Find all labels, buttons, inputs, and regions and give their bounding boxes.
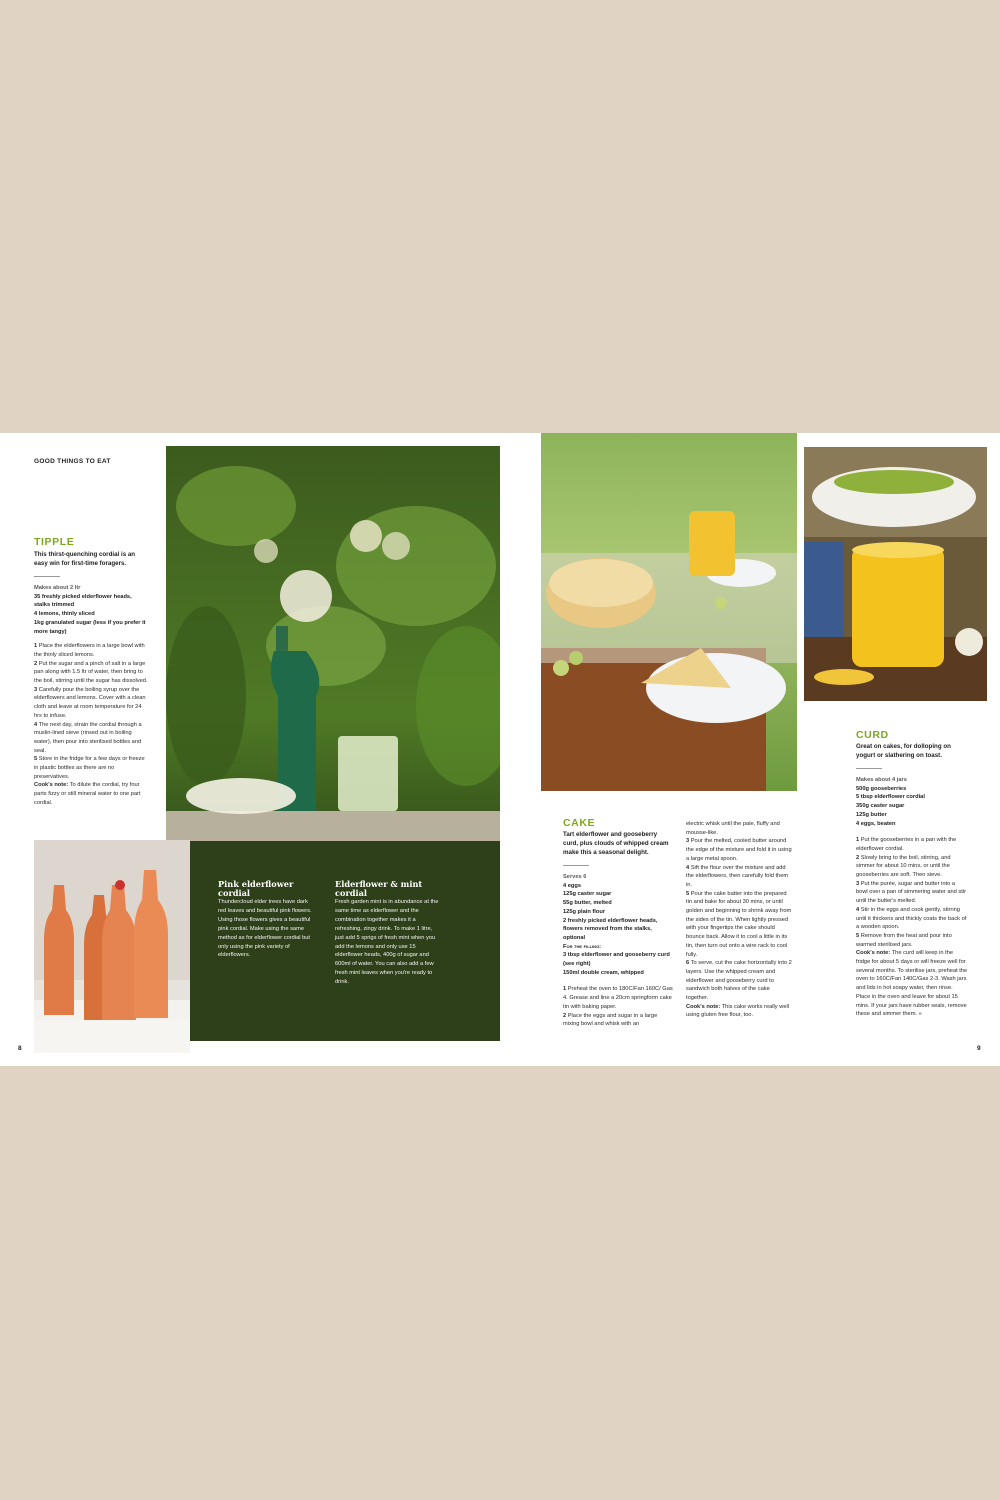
method-step [856,836,968,853]
step-text: Stir in the eggs and cook gently, stirring until it thickens and thickly coats the back of a wooden spoon. [856,906,967,931]
curd-column [856,729,968,1019]
cake-title: CAKE [563,817,596,829]
curd-title: CURD [856,729,889,741]
cake-filling-list [563,951,673,977]
tipple-yield: Makes about 2 ltr [34,585,81,591]
step-number: 4 [856,906,860,913]
cake-step-2-continued: electric whisk until the pale, fluffy and mousse-like. [686,821,780,836]
method-step [34,660,149,686]
step-text: Store in the fridge for a few days or freeze in plastic bottles as there are no preservatives. [34,756,145,780]
ingredient-item: 4 lemons, thinly sliced [34,611,95,618]
ingredient-item: 3 tbsp elderflower and gooseberry curd (see right) [563,952,670,968]
step-text: Carefully pour the boiling syrup over the elderflowers and lemons. Cover with a clean cloth and leave at room temperature for 24 hrs to infuse. [34,686,146,719]
step-text: Sift the flour over the mixture and add the elderflowers, then carefully fold them in. [686,864,789,888]
method-step [686,959,793,1003]
curd-cooks-note: The curd will keep in the fridge for about 5 days or will freeze well for several months. To sterilise jars, preheat the oven to 160C/Fan 140C/Gas 2-3. Wash jars and lids in hot soapy water, then rinse. Place in the oven and leave for about 15 mins. If your jars have rubber seals, remove these and simmer them. [856,950,968,1018]
ingredient-item: 350g caster sugar [856,803,905,810]
tipple-cooks-note: To dilute the cordial, try four parts fizzy or still mineral water to one part cordial. [34,782,141,806]
step-number: 1 [563,986,567,993]
cake-intro: Tart elderflower and gooseberry curd, plus clouds of whipped cream make this a seasonal delight. [563,831,669,856]
method-step [686,864,793,890]
step-text: To serve, cut the cake horizontally into 2 layers. Use the whipped cream and elderflower and gooseberry curd to sandwich both halves of the cake together. [686,960,792,1002]
step-number: 3 [686,838,690,845]
step-number: 5 [856,932,860,939]
ingredient-item: 4 eggs [563,882,582,889]
step-text: Pour the melted, cooled butter around the edge of the mixture and fold it in using a large metal spoon. [686,838,792,862]
mint-cordial-text: Fresh garden mint is in abundance at the same time as elderflower and the combination together makes it a refreshing, zingy drink. To make 1 litre, just add 5 sprigs of fresh mint when you add the lemons and only use 15 elderflower heads, 400g of sugar and 600ml of water. You can also add a few fresh mint leaves when you're ready to drink. [335,899,439,986]
section-kicker: GOOD THINGS TO EAT [34,458,111,465]
curd-yield: Makes about 4 jars [856,777,907,783]
method-step [34,642,149,659]
step-number: 1 [34,643,38,650]
cake-method-column2 [686,820,793,1020]
step-number: 4 [34,721,38,728]
step-number: 4 [686,864,690,871]
cake-cooks-note: This cake works really well using gluten free flour, too. [686,1003,790,1019]
method-step [686,837,793,863]
step-text: Put the sugar and a pinch of salt in a large pan along with 1.5 ltr of water, then bring to the boil, stirring until the sugar has dissolved. [34,660,148,685]
method-step [34,755,149,781]
pink-cordial-text: Thundercloud elder trees have dark red leaves and beautiful pink flowers. Using those flowers gives a beautiful pink cordial. Make using the same method as for elderflower cordial but only using the pink variety of elderflowers. [218,899,312,959]
cake-ingredient-list [563,882,673,943]
elderflower-cake-photo [541,433,797,791]
divider [563,865,589,866]
cake-yield: Serves 6 [563,874,587,880]
pink-cordial-box [218,880,313,960]
step-text: Preheat the oven to 180C/Fan 160C/ Gas 4. Grease and line a 20cm springform cake tin with baking paper. [563,986,673,1010]
step-text: Slowly bring to the boil, stirring, and simmer for about 10 mins, or until the gooseberries are soft. Then sieve. [856,854,951,879]
tipple-method [34,642,149,781]
cake-column [563,817,673,1029]
method-step [856,880,968,906]
ingredient-item: 500g gooseberries [856,785,907,792]
step-text: Place the eggs and sugar in a large mixing bowl and whisk with an [563,1012,658,1028]
ingredient-item: 125g butter [856,811,887,818]
method-step [686,890,793,960]
elderflower-bottle-photo [166,446,500,1041]
ingredient-item: 125g caster sugar [563,891,612,898]
tipple-column [34,536,149,808]
method-step [856,932,968,949]
ingredient-item: 35 freshly picked elderflower heads, stalks trimmed [34,593,132,609]
pink-cordial-title: Pink elderflower cordial [218,879,294,898]
ingredient-item: 2 freshly picked elderflower heads, flowers removed from the stalks, optional [563,917,658,941]
magazine-spread [0,433,1000,1066]
method-step [34,721,149,756]
cake-method-part2 [686,837,793,1002]
method-step [856,854,968,880]
method-step [563,985,673,1011]
mint-cordial-box [335,880,441,987]
ingredient-item: 4 eggs, beaten [856,820,896,827]
ingredient-item: 150ml double cream, whipped [563,969,644,976]
curd-ingredient-list [856,785,968,829]
method-step [563,1012,673,1029]
curd-intro: Great on cakes, for dolloping on yogurt or slathering on toast. [856,743,951,759]
page-number-left: 8 [18,1045,22,1052]
gooseberry-curd-photo [804,447,987,701]
tipple-intro: This thirst-quenching cordial is an easy win for first-time foragers. [34,551,136,567]
continue-mark: » [918,1011,922,1018]
mint-cordial-title: Elderflower & mint cordial [335,879,423,898]
step-number: 3 [856,880,860,887]
ingredient-item: 55g butter, melted [563,900,612,907]
step-text: Put the purée, sugar and butter into a bowl over a pan of simmering water and stir until the butter's melted. [856,880,967,905]
divider [856,768,882,769]
tipple-ingredient-list [34,593,149,637]
step-number: 5 [34,756,38,763]
cooks-note-label: Cook's note: [686,1003,721,1010]
ingredient-item: 125g plain flour [563,908,606,915]
step-text: The next day, strain the cordial through a muslin-lined sieve (rinsed out in boiling water), then pour into sterilised bottles and seal. [34,721,142,754]
step-number: 6 [686,960,690,967]
step-number: 2 [34,660,38,667]
step-number: 1 [856,837,860,844]
step-text: Pour the cake batter into the prepared tin and bake for about 30 mins, or until golden and beginning to shrink away from the sides of the tin. When lightly pressed with your fingertips the cake should bounce back. Allow it to cool a little in its tin, then turn out onto a wire rack to cool fully. [686,890,792,958]
cooks-note-label: Cook's note: [856,950,891,957]
method-step [34,686,149,721]
page-number-right: 9 [977,1045,981,1052]
step-number: 3 [34,686,38,693]
step-number: 2 [856,854,860,861]
cake-method-part1 [563,985,673,1029]
cooks-note-label: Cook's note: [34,782,69,789]
ingredient-item: 5 tbsp elderflower cordial [856,794,925,801]
tipple-title: TIPPLE [34,536,75,548]
divider [34,576,60,577]
cake-filling-label: For the filling: [563,943,602,950]
step-number: 5 [686,890,690,897]
method-step [856,906,968,932]
curd-method [856,836,968,949]
step-text: Put the gooseberries in a pan with the elderflower cordial. [856,837,957,852]
step-text: Remove from the heat and pour into warmed sterilised jars. [856,932,952,948]
ingredient-item: 1kg granulated sugar (less if you prefer it more tangy) [34,619,146,635]
step-text: Place the elderflowers in a large bowl with the thinly sliced lemons. [34,643,145,658]
pink-cordial-bottles-photo [34,840,190,1053]
step-number: 2 [563,1012,567,1019]
